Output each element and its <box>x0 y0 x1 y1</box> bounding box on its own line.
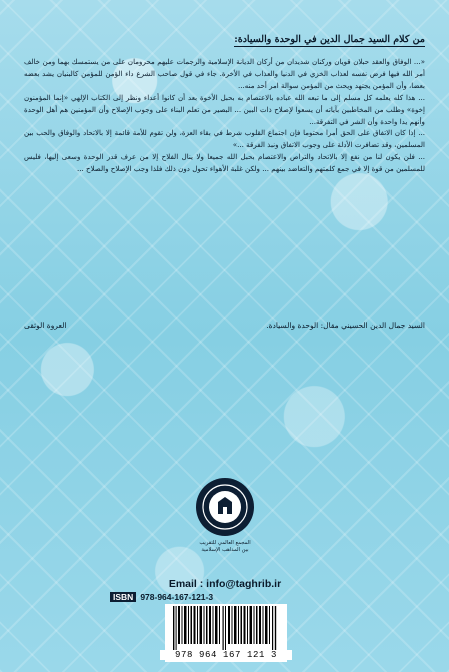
quote-heading <box>24 34 425 45</box>
barcode-icon <box>165 604 287 650</box>
quote-paragraph: ... إذا كان الاتفاق على الحق أمرا محتوما فإن اجتماع القلوب شرط في بقاء العزة، ولن تقوم للأمة قائمة إلا بالاتحاد والوفاق والحب بين المسلمين، وقد تضافرت الأدلة على وجوب الاتفاق ونبذ الفرقة ...» <box>24 128 425 150</box>
signature-title: العروة الوثقى <box>24 321 67 330</box>
isbn-row <box>110 591 339 603</box>
publisher-logo <box>196 478 254 536</box>
quote-paragraph: ... فلن يكون لنا من نفع إلا بالاتحاد والتراص والاعتصام بحبل الله جميعا ولا ينال الفلاح إلا من عرف قدر الوحدة وسعى إليها، فليس للمسلمين من قوة إلا في جمع كلمتهم والتعاضد بينهم ... ولكن غلبة الأهواء تحول دون ذلك فلذا وجب الإصلاح والصلاح ... <box>24 152 425 174</box>
signature-source: السيد جمال الدين الحسيني مقال: الوحدة والسيادة. <box>266 321 425 330</box>
barcode-digits: 978 964 167 121 3 <box>160 650 292 660</box>
isbn-label: ISBN <box>110 592 136 602</box>
publisher-seal-icon <box>196 478 254 536</box>
quote-heading-text: من كلام السيد جمال الدين في الوحدة والسيادة: <box>234 34 425 45</box>
quote-signature <box>24 321 425 330</box>
logo-caption <box>150 540 300 554</box>
quote-paragraph: «... الوفاق والعقد حبلان قويان وركنان شديدان من أركان الديانة الإسلامية والرجمات عليهم محرومان على من يستمسك بهما ومن خالف أمر الله فيها فرض نفسه لعذاب الخزي في الدنيا والعذاب في الأخرة. جاء في قول صاحب الشرع داء الؤمن للمؤمن كالبنيان يشد بعضه بعضا، وأن المؤمن يجتهد ويحث من المؤمن سوالة امر أحد منه... <box>24 57 425 90</box>
logo-caption-line: بين المذاهب الإسلامية <box>201 547 249 553</box>
logo-caption-line: المجمع العالمي للتقريب <box>199 540 251 546</box>
isbn-value: 978-964-167-121-3 <box>140 592 214 602</box>
quote-body <box>24 56 425 318</box>
quote-paragraph: ... هذا كله يعلمه كل مسلم إلى ما تبعه الله عباده بالاعتصام به بحبل الأخوة بعد أن كانوا أعداء ونظر إلى الكتاب الإلهي «إنما المؤمنون إخوة» وطلب من المخاطبين بآياته أن يسعوا لإصلاح ذات البين ... البصير من تعلم البناء على وجوب الإصلاح وأن المؤمنين هم أهل الوحدة وأنهم يدا واحدة وأن الشر في التفرقة... <box>24 92 425 126</box>
email-line[interactable]: Email : info@taghrib.ir <box>168 578 282 590</box>
